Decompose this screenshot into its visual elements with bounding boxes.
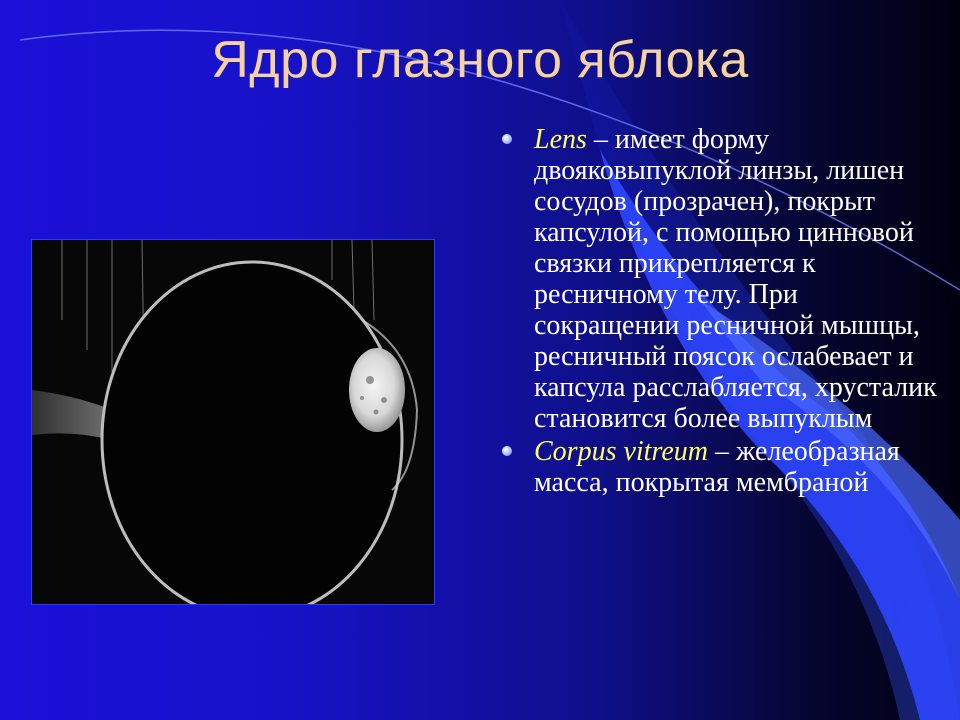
bullet-corpus-vitreum — [498, 436, 938, 498]
bullet-list — [498, 124, 938, 500]
bullet-lens — [498, 124, 938, 434]
eyeball-photo — [31, 239, 435, 605]
bullet-dot-icon — [502, 134, 512, 144]
corpus-vitreum-description: – желеобразная масса, покрытая мембраной — [534, 436, 900, 498]
term-corpus-vitreum: Corpus vitreum — [534, 436, 708, 467]
bullet-dot-icon — [502, 446, 512, 456]
slide-title: Ядро глазного яблока — [211, 31, 749, 89]
term-lens: Lens — [534, 124, 587, 155]
lens-description: – имеет форму двояковыпуклой линзы, лишен сосудов (прозрачен), покрыт капсулой, с помощью цинновой связки прикрепляется к ресничному телу. При сокращении ресничной мышцы, ресничный поясок ослабевает и капсула расслабляется, хрусталик становится более выпуклым — [534, 124, 937, 434]
